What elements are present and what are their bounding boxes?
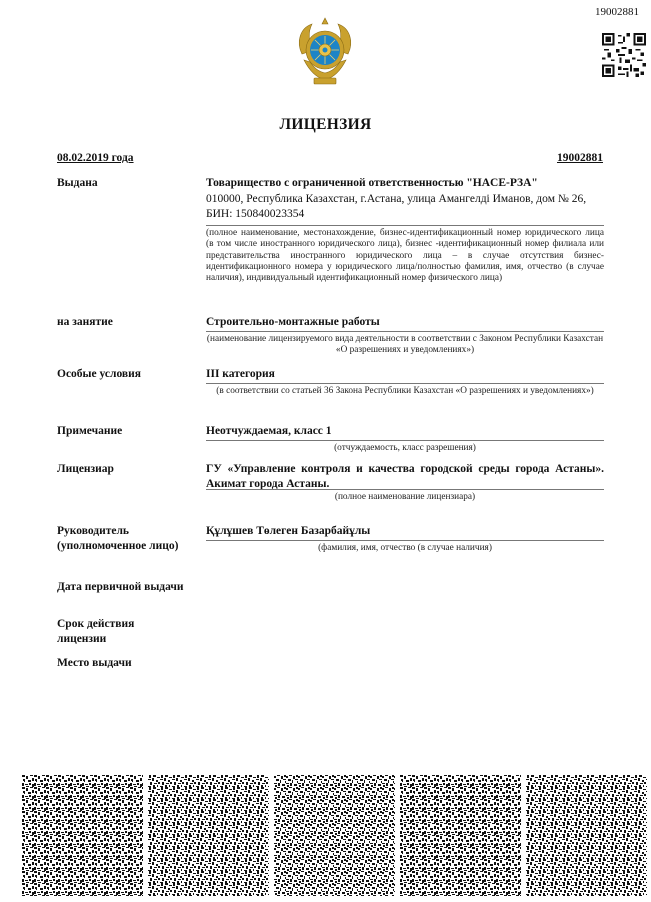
special-conditions-field-note: (в соответствии со статьей 36 Закона Республики Казахстан «О разрешениях и уведомлениях») [216, 386, 594, 396]
qr-code-icon [602, 32, 646, 78]
validity-label-line2: лицензии [57, 633, 107, 645]
first-issue-date-label: Дата первичной выдачи [57, 581, 184, 593]
licensee-field-note: (полное наименование, местонахождение, бизнес-идентификационный номер юридического лица (в том числе иностранного юридического лица), бизнес -идентификационный номер филиала или представительства иностранного юридического лица – в случае отсутствия бизнес-идентификационного номера у юридического лица/полностью фамилия, имя, отчество (в случае наличия), индивидуальный идентификационный номер физического лица) [206, 228, 604, 284]
kazakhstan-state-emblem-icon [294, 16, 356, 88]
activity-value: Строительно-монтажные работы [206, 316, 380, 328]
licensee-address: 010000, Республика Казахстан, г.Астана, улица Амангелді Иманов, дом № 26, [206, 193, 587, 205]
issue-date: 08.02.2019 года [57, 152, 134, 164]
licensor-field-note: (полное наименование лицензиара) [334, 492, 476, 502]
issued-to-label: Выдана [57, 177, 98, 189]
licensee-name: Товарищество с ограниченной ответственностью "HACE-РЗА" [206, 177, 538, 189]
validity-label-line1: Срок действия [57, 618, 135, 630]
corner-document-number: 19002881 [595, 6, 639, 18]
special-conditions-value: III категория [206, 368, 275, 380]
head-value: Құлұшев Төлеген Базарбайұлы [206, 525, 371, 537]
divider [206, 225, 604, 226]
head-label-line2: (уполномоченное лицо) [57, 540, 179, 552]
remark-value: Неотчуждаемая, класс 1 [206, 425, 332, 437]
divider [206, 383, 604, 384]
barcode-icon [148, 775, 269, 896]
remark-field-note: (отчуждаемость, класс разрешения) [334, 443, 476, 453]
licensee-bin: БИН: 150840023354 [206, 208, 305, 220]
licensor-value: ГУ «Управление контроля и качества городской среды города Астаны». Акимат города Астаны. [206, 463, 604, 490]
special-conditions-label: Особые условия [57, 368, 141, 380]
activity-label: на занятие [57, 316, 113, 328]
license-number: 19002881 [557, 152, 603, 164]
divider [206, 540, 604, 541]
divider [206, 440, 604, 441]
head-field-note: (фамилия, имя, отчество (в случае наличия) [318, 543, 492, 553]
activity-field-note: (наименование лицензируемого вида деятельности в соответствии с Законом Республики Казахстан «О разрешениях и уведомлениях») [206, 334, 604, 356]
document-title: ЛИЦЕНЗИЯ [279, 116, 372, 133]
issue-place-label: Место выдачи [57, 657, 132, 669]
licensor-label: Лицензиар [57, 463, 114, 475]
head-label-line1: Руководитель [57, 525, 129, 537]
barcode-icon [526, 775, 647, 896]
divider [206, 331, 604, 332]
barcode-icon [274, 775, 395, 896]
barcode-icon [22, 775, 143, 896]
divider [206, 489, 604, 490]
remark-label: Примечание [57, 425, 123, 437]
barcode-icon [400, 775, 521, 896]
